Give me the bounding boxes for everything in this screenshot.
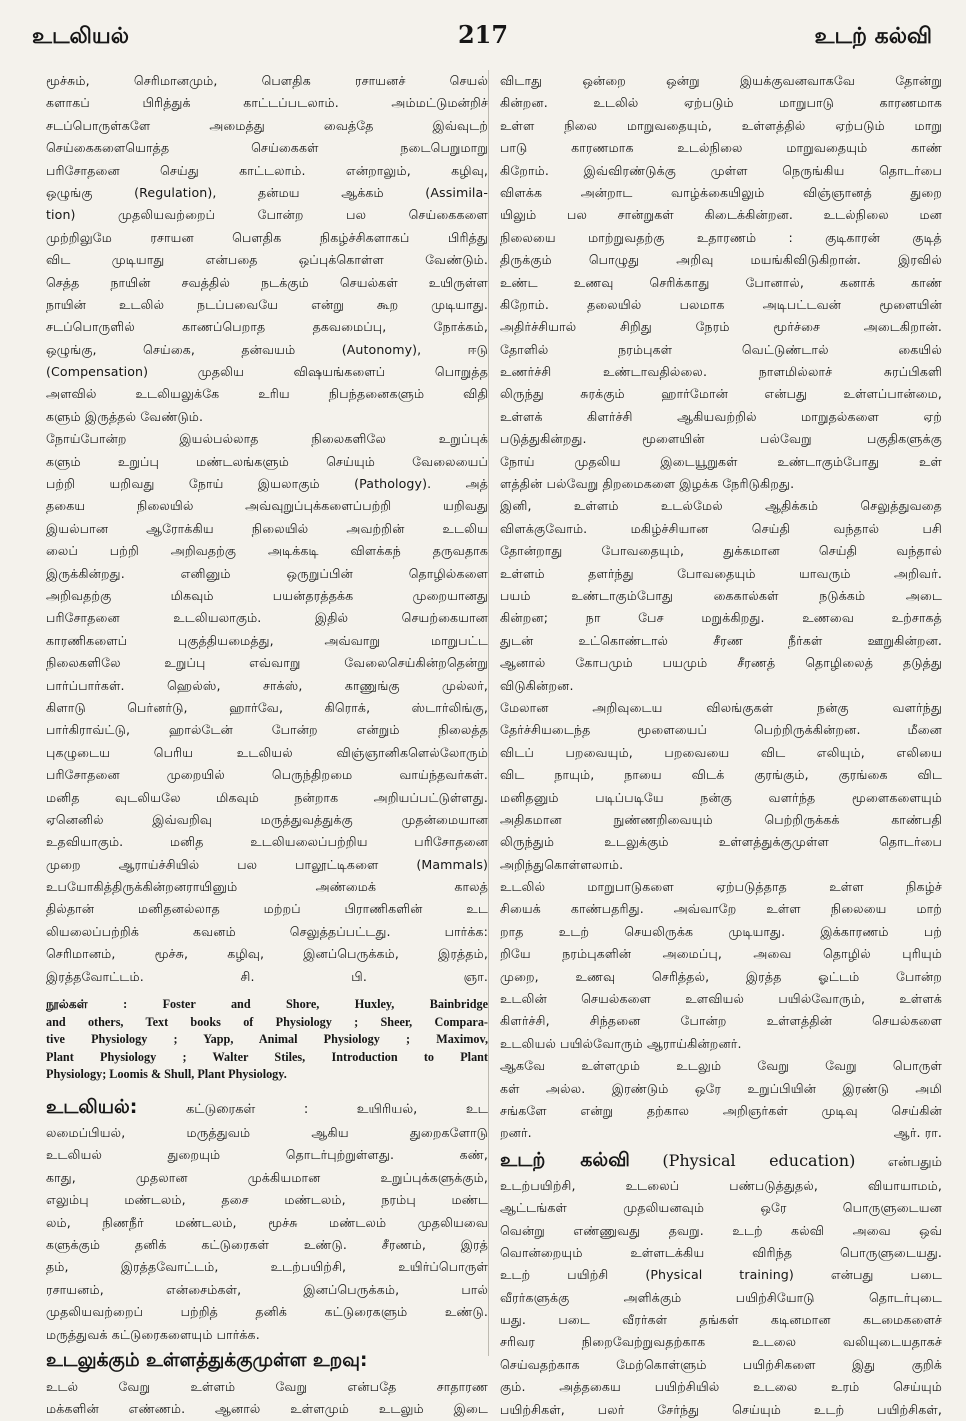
text-line: மனித வுடலியலே மிகவும் நன்றாக அறியப்பட்டுள்ளது. [46, 789, 488, 805]
text-line: செய்வதற்காக மேற்கொள்ளும் பயிற்சிகளை இது குறிக் [500, 1356, 942, 1372]
text-line: உள்ளம் தளர்ந்து போவதையும் யாவரும் அறிவர். [500, 565, 942, 581]
text-line: உள்ள நிலை மாறுவதையும், உள்ளத்தில் ஏற்படும் மாறு [500, 117, 942, 133]
section-title-rest: கட்டுரைகள் : உயிரியல், உட [185, 1101, 488, 1117]
text-line: களாகப் பிரித்துக் காட்டப்படலாம். அம்மட்டுமன்றிச் [46, 95, 488, 111]
text-line: சடப்பொருளில் காணப்பெறாத தகவமைப்பு, நோக்கம், [46, 319, 488, 335]
text-line: கிறோம். தலையில் பலமாக அடிபட்டவன் மூளையின் [500, 296, 942, 312]
text-line: tion) முதலியவற்றைப் போன்ற பல செய்கைகளை [46, 207, 488, 223]
text-line: ஆகவே உள்ளமும் உடலும் வேறு வேறு பொருள் [500, 1058, 942, 1074]
text-line: ளத்தின் பல்வேறு திறமைகளை இழக்க நேரிடுகிறது. [500, 476, 795, 492]
text-line: பயிற்சிகள், பலர் சேர்ந்து செய்யும் உடற் பயிற்சிகள், [500, 1401, 942, 1417]
text-line: அதிர்ச்சியால் சிறிது நேரம் மூர்ச்சை அடைகிறான். [500, 319, 942, 335]
reference-line: நூல்கள் : Foster and Shore, Huxley, Bainbridge [46, 997, 488, 1012]
text-line: தகைய நிலையில் அவ்வுறுப்புக்களைப்பற்றி யறிவது [46, 498, 488, 514]
text-line: தில்தான் மனிதனல்லாத மற்றப் பிராணிகளின் உட [46, 901, 488, 917]
text-line: லியலைப்பற்றிக் கவனம் செலுத்தப்பட்டது. பார்க்க: [46, 923, 488, 939]
text-line: கும். அத்தகைய பயிற்சியில் உடலை உரம் செய்யும் [500, 1379, 942, 1395]
text-line: புகழுடைய பெரிய உடலியல் விஞ்ஞானிகளெல்லோரும் [46, 744, 488, 760]
text-line: அதிகமான நுண்ணறிவையும் பெற்றிருக்கக் காண்பதி [500, 811, 942, 827]
text-line: நிலையை மாற்றுவதற்கு உதாரணம் : குடிகாரன் குடித் [500, 229, 942, 245]
text-line: முதலியவற்றைப் பற்றித் தனிக் கட்டுரைகளும் உண்டு. [46, 1304, 488, 1320]
text-line: முறை ஆராய்ச்சியில் பல பாலூட்டிகளை (Mammals) [46, 856, 488, 872]
text-line: சடப்பொருள்களே அமைத்து வைத்தே இவ்வுடற் [46, 117, 488, 133]
text-line: கின்றன. உடலில் ஏற்படும் மாறுபாடு காரணமாக [500, 95, 942, 111]
text-line: பார்ப்பார்கள். ஹெல்ஸ், சாக்ஸ், காணுங்கு முல்லர், [46, 677, 488, 693]
text-line: பற்றி யறிவது நோய் இயலாகும் (Pathology). அத் [46, 476, 488, 492]
text-line: காது, முதலான முக்கியமான உறுப்புக்களுக்கும், [46, 1169, 488, 1185]
text-line: நிலைகளிலே உறுப்பு எவ்வாறு வேலைசெய்கின்றதென்று [46, 655, 488, 671]
running-head-right: உடற் கல்வி [814, 24, 932, 49]
text-line: விட முடியாது என்பதை ஒப்புக்கொள்ள வேண்டும். [46, 252, 488, 268]
text-line: பரிசோதனை முறையில் பெருந்திறமை வாய்ந்தவர்கள். [46, 767, 488, 783]
left-column [46, 70, 488, 1421]
text-line: பயம் உண்டாகும்போது கைகால்கள் நடுக்கம் அடை [500, 587, 942, 603]
text-line: உடலின் செயல்களை உளவியல் பயில்வோரும், உள்ளக் [500, 991, 942, 1007]
text-line: அளவில் உடலியலுக்கே உரிய நிபந்தனைகளும் விதி [46, 386, 488, 402]
text-line: கிளாடு பெர்னர்டு, ஹார்வே, கிரொக், ஸ்டார்லிங்கு, [46, 699, 488, 715]
text-line: எலும்பு மண்டலம், தசை மண்டலம், நரம்பு மண்ட [46, 1192, 488, 1208]
text-line: வீரர்களுக்கு அளிக்கும் பயிற்சியோடு தொடர்புடை [500, 1289, 942, 1305]
text-line: உடல் வேறு உள்ளம் வேறு என்பதே சாதாரண [46, 1378, 488, 1394]
subheading-body-mind: உடலுக்கும் உள்ளத்துக்குமுள்ள உறவு: [46, 1349, 368, 1371]
text-line: செத்த நாயின் சவத்தில் நடக்கும் செயல்கள் உயிருள்ள [46, 274, 488, 290]
text-line: உணர்ச்சி உண்டாவதில்லை. நாளமில்லாச் சுரப்பிகளி [500, 364, 942, 380]
text-line: நாயின் உடலில் நடப்பவையே என்று கூற முடியாது. [46, 296, 488, 312]
column-divider [488, 70, 489, 1356]
text-line: யது. படை வீரர்கள் தங்கள் கடினமான கடமைகளைச் [500, 1312, 942, 1328]
text-line: விளக்க அன்றாட வாழ்க்கையிலும் விஞ்ஞானத் துறை [500, 184, 942, 200]
text-line: உடலியல் துறையும் தொடர்புற்றுள்ளது. கண், [46, 1147, 488, 1163]
left-paragraph-2 [46, 428, 488, 988]
text-line: செய்கைகளையொத்த செய்கைகள் நடைபெறுமாறு [46, 140, 488, 156]
text-line: உடலில் மாறுபாடுகளை ஏற்படுத்தாத உள்ள நிகழ்ச் [500, 879, 942, 895]
running-head-left: உடலியல் [32, 24, 130, 49]
section-heading-physical-education [500, 1145, 942, 1175]
text-line: முற்றிலுமே ரசாயன பௌதிக நிகழ்ச்சிகளாகப் பிரித்து [46, 229, 488, 245]
text-line: தேர்ச்சியடைந்த மூளையைப் பெற்றிருக்கின்றன. மீனை [500, 722, 942, 738]
text-line: வொன்றையும் உள்ளடக்கிய விரிந்த பொருளுடையது. [500, 1244, 942, 1260]
text-line: தோளில் நரம்புகள் வெட்டுண்டால் கையில் [500, 341, 942, 357]
text-line: ரசாயனம், என்சைம்கள், இனப்பெருக்கம், பால் [46, 1281, 488, 1297]
text-line: ஏனெனில் இவ்வறிவு மருத்துவத்துக்கு முதன்மையான [46, 811, 488, 827]
section-title-latin: (Physical education) [662, 1150, 856, 1170]
text-line: விட நாயும், நாயை விடக் குரங்கும், குரங்கை விட [500, 767, 942, 783]
text-line: மருத்துவக் கட்டுரைகளையும் பார்க்க. [46, 1326, 260, 1342]
text-line: களும் இருத்தல் வேண்டும். [46, 408, 204, 424]
section-body-pe [500, 1175, 942, 1421]
section-body [46, 1122, 488, 1346]
text-line: இனி, உள்ளம் உடல்மேல் ஆதிக்கம் செலுத்துவதை [500, 498, 942, 514]
text-line: தோன்றாது போவதையும், துக்கமான செய்தி வந்தால் [500, 543, 942, 559]
page-number: 217 [457, 20, 509, 49]
text-line: வென்று எண்ணுவது தவறு. உடற் கல்வி அவை ஒவ் [500, 1222, 942, 1238]
text-line: காரணிகளைப் புகுத்தியமைத்து, அவ்வாறு மாறுபட்ட [46, 632, 488, 648]
text-line: மேலான அறிவுடைய விலங்குகள் நன்கு வளர்ந்து [500, 699, 942, 715]
text-line: விளக்குவோம். மகிழ்ச்சியான செய்தி வந்தால் பசி [500, 520, 942, 536]
section-heading-physiology [46, 1092, 488, 1122]
right-paragraph-3 [500, 697, 942, 876]
text-line: உதவியாகும். மனித உடலியலைப்பற்றிய பரிசோதனை [46, 834, 488, 850]
section-title-pe: உடற் கல்வி [500, 1148, 630, 1171]
text-line: லைப் பற்றி அறிவதற்கு அடிக்கடி விளக்கந் தருவதாக [46, 543, 488, 559]
reference-line: tive Physiology ; Yapp, Animal Physiology ; Maximov, [46, 1032, 488, 1047]
text-line: இரத்தவோட்டம். சி. பி. ஞா. [46, 968, 488, 984]
text-line: அறிவதற்கு மிகவும் பயன்தரத்தக்க முறையானது [46, 587, 488, 603]
text-line: உண்ட உணவு செரிக்காது போனால், கனாக் காண் [500, 274, 942, 290]
right-paragraph-4 [500, 876, 942, 1055]
text-line: பரிசோதனை செய்து காட்டலாம். என்றாலும், கழிவு, [46, 162, 488, 178]
text-line: லமைப்பியல், மருத்துவம் ஆகிய துறைகளோடு [46, 1124, 488, 1140]
right-paragraph-5 [500, 1055, 942, 1122]
text-line: உள்ளக் கிளர்ச்சி ஆகியவற்றில் மாறுதல்களை ஏற் [500, 408, 942, 424]
reference-line: and others, Text books of Physiology ; Sheer, Compara- [46, 1014, 488, 1029]
right-paragraph-1 [500, 70, 942, 495]
text-line: துடன் உட்கொண்டால் சீரண நீர்கள் ஊறுகின்றன. [500, 632, 942, 648]
section-title-pe-rest: என்பதும் [887, 1154, 942, 1170]
text-line: படுத்துகின்றது. மூளையின் பல்வேறு பகுதிகளுக்கு [500, 431, 942, 447]
text-line: விடாது ஒன்றை ஒன்று இயக்குவனவாகவே தோன்று [500, 73, 942, 88]
text-line: றியே நரம்புகளின் அமைப்பு, அவை தொழில் புரியும் [500, 946, 942, 962]
text-line: கிறோம். இவ்விரண்டுக்கு முள்ள நெருங்கிய தொடர்பை [500, 162, 942, 178]
text-line: ஆனால் கோபமும் பயமும் சீரணத் தொழிலைத் தடுத்து [500, 655, 942, 671]
text-line: களுக்கும் தனிக் கட்டுரைகள் உண்டு. சீரணம், இரத் [46, 1236, 488, 1252]
text-line: மூச்சும், செரிமானமும், பௌதிக ரசாயனச் செயல் [46, 73, 488, 88]
text-line: பரிசோதனை உடலியலாகும். இதில் செயற்கையான [46, 610, 488, 626]
reference-line: Plant Physiology ; Walter Stiles, Introduction to Plant [46, 1049, 488, 1064]
text-line: லம், நிணநீர் மண்டலம், மூச்சு மண்டலம் முதலியவை [46, 1214, 488, 1230]
text-line: கின்றன; நா பேச மறுக்கிறது. உணவை உற்சாகத் [500, 610, 942, 626]
text-line: சரிவர நிறைவேற்றுவதற்காக உடலை வலியுடையதாகச் [500, 1334, 942, 1350]
text-line: மனிதனும் படிப்படியே நன்கு வளர்ந்த மூளைகளையும் [500, 789, 942, 805]
right-paragraph-2 [500, 495, 942, 697]
text-line: ஒழுங்கு (Regulation), தன்மய ஆக்கம் (Assimila- [46, 184, 488, 200]
paragraph-end: றனர். [500, 1125, 532, 1141]
text-line: உடலியல் பயில்வோரும் ஆராய்கின்றனர். [500, 1035, 742, 1051]
text-line: ஆட்டங்கள் முதலியனவும் ஒரே பொருளுடையன [500, 1200, 942, 1216]
text-line: விடுகின்றன. [500, 677, 574, 693]
left-paragraph-1 [46, 70, 488, 428]
text-line: நோய் முதலிய இடையூறுகள் உண்டாகும்போது உள் [500, 453, 942, 469]
text-line: இருக்கின்றது. எனினும் ஒருறுப்பின் தொழில்களை [46, 565, 488, 581]
reference-line: Physiology; Loomis & Shull, Plant Physiology. [46, 1067, 287, 1082]
references [46, 996, 488, 1084]
text-line: உடற்பயிற்சி, உடலைப் பண்படுத்துதல், வியாயாமம், [500, 1177, 942, 1193]
text-line: (Compensation) முதலிய விஷயங்களைப் பொறுத்த [46, 364, 488, 380]
text-line: லிருந்து சுரக்கும் ஹார்மோன் என்பது உள்ளப்பான்மை, [500, 386, 942, 402]
text-line: மக்களின் எண்ணம். ஆனால் உள்ளமும் உடலும் இடை [46, 1401, 488, 1417]
text-line: சியைக் காண்பதரிது. அவ்வாறே உள்ள நிலையை மாற் [500, 901, 942, 917]
text-line: கள் அல்ல. இரண்டும் ஒரே உறுப்பியின் இரண்டு அமி [500, 1080, 942, 1096]
text-line: சங்களே என்று தற்கால அறிஞர்கள் முடிவு செய்கின் [500, 1102, 942, 1118]
text-line: களும் உறுப்பு மண்டலங்களும் செய்யும் வேலையைப் [46, 453, 488, 469]
text-line: யிலும் பல சான்றுகள் கிடைக்கின்றன. உடல்நிலை மன [500, 207, 942, 223]
section-title: உடலியல்: [46, 1095, 138, 1118]
text-line: இயல்பான ஆரோக்கிய நிலையில் அவற்றின் உடலிய [46, 520, 488, 536]
text-line: முறை, உணவு செரித்தல், இரத்த ஓட்டம் போன்ற [500, 968, 942, 984]
text-line: லிருந்தும் உடலுக்கும் உள்ளத்துக்குமுள்ள தொடர்பை [500, 834, 942, 850]
text-line: விடப் பறவையும், பறவையை விட எலியும், எலியை [500, 744, 942, 760]
text-line: கிளர்ச்சி, சிந்தனை போன்ற உள்ளத்தின் செயல்களை [500, 1013, 942, 1029]
author-signature: ஆர். ரா. [893, 1125, 942, 1141]
text-line: உடற் பயிற்சி (Physical training) என்பது படை [500, 1267, 942, 1283]
text-line: றாத உடற் செயலிருக்க முடியாது. இக்காரணம் பற் [500, 923, 942, 939]
text-line: திருக்கும் பொழுது அறிவு மயங்கிவிடுகிறான். இரவில் [500, 252, 942, 268]
text-line: தம், இரத்தவோட்டம், உடற்பயிற்சி, உயிர்ப்பொருள் [46, 1259, 488, 1275]
text-line: ஒழுங்கு, செய்கை, தன்வயம் (Autonomy), ஈடு [46, 341, 488, 357]
text-line: உபயோகித்திருக்கின்றனராயினும் அண்மைக் காலத் [46, 879, 488, 895]
text-line: பார்கிராவ்ட்டு, ஹால்டேன் போன்ற என்றும் நிலைத்த [46, 722, 488, 738]
text-line: பாடு காரணமாக உடல்நிலை மாறுவதையும் காண் [500, 140, 942, 156]
right-column [500, 70, 942, 1421]
subheading-body [46, 1376, 488, 1421]
text-line: செரிமானம், மூச்சு, கழிவு, இனப்பெருக்கம், இரத்தம், [46, 946, 488, 962]
text-line: அறிந்துகொள்ளலாம். [500, 856, 624, 872]
text-line: நோய்போன்ற இயல்பல்லாத நிலைகளிலே உறுப்புக் [46, 431, 488, 447]
signature-line [500, 1122, 942, 1144]
